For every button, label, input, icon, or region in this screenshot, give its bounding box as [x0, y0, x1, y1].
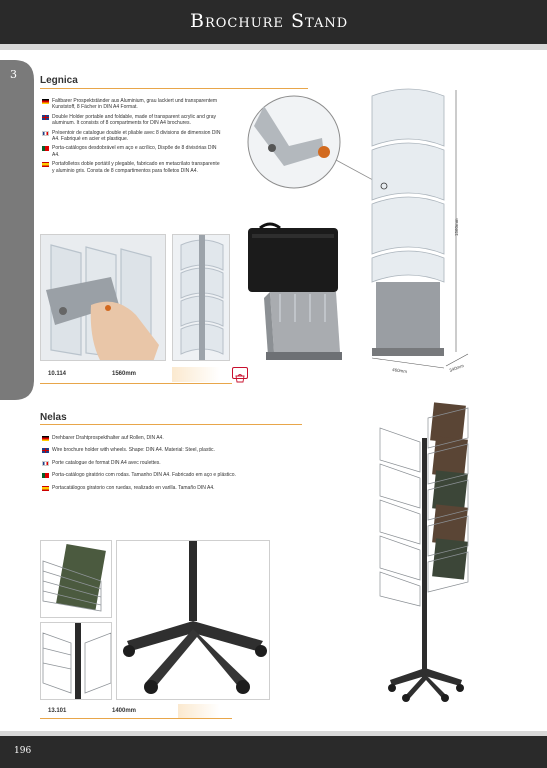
desc-item-es: Portafolletos doble portátil y plegable, fabricado en metacrilato transparente y aluminio gris. Consta de 8 compartimentos para folletos DIN A4.	[42, 161, 222, 174]
spain-flag-icon	[42, 486, 49, 491]
footer-bar	[0, 736, 547, 768]
legnica-height: 1560mm	[112, 371, 137, 377]
uk-flag-icon	[42, 448, 49, 453]
legnica-code: 10.114	[48, 371, 67, 377]
chapter-tab-curve	[0, 60, 36, 402]
nelas-detail-photo-wire	[40, 622, 112, 700]
legnica-main-photo	[244, 86, 484, 376]
nelas-code: 13.101	[48, 708, 67, 714]
desc-item-pt: Porta-catálogos desdobrável em aço e acrílico, Dispõe de 8 divisórias DIN A4.	[42, 145, 222, 158]
france-flag-icon	[42, 461, 49, 466]
header-bar	[0, 0, 547, 44]
desc-item-de: Drehbarer Drahtprospekthalter auf Rollen, DIN A4.	[42, 435, 292, 441]
page-number: 196	[14, 746, 32, 756]
shopping-bag-icon	[232, 367, 248, 379]
germany-flag-icon	[42, 99, 49, 104]
nelas-info-rule	[40, 718, 232, 719]
germany-flag-icon	[42, 436, 49, 441]
legnica-detail-photo-hand	[40, 234, 166, 361]
nelas-description	[42, 435, 292, 494]
desc-item-de: Faltbarer Prospektständer aus Aluminium, grau lackiert und transparentem Kunststoff, 8 Fächer in DIN A4 Format.	[42, 98, 222, 111]
legnica-title: Legnica	[40, 75, 78, 86]
nelas-title-rule	[40, 424, 302, 425]
header-strip	[0, 44, 547, 50]
legnica-info-highlight	[172, 367, 232, 382]
nelas-info-highlight	[178, 704, 230, 718]
france-flag-icon	[42, 131, 49, 136]
nelas-height: 1400mm	[112, 708, 137, 714]
nelas-title: Nelas	[40, 412, 67, 423]
legnica-detail-photo-pockets	[172, 234, 230, 361]
portugal-flag-icon	[42, 146, 49, 151]
dimension-depth-label: 340mm	[448, 363, 465, 373]
chapter-number: 3	[10, 68, 17, 81]
spain-flag-icon	[42, 162, 49, 167]
page-title: Brochure Stand	[190, 10, 349, 32]
desc-item-pt: Porta-catálogo giratório com rodas. Tamanho DIN A4. Fabricado em aço e plástico.	[42, 472, 292, 478]
desc-item-gb: Double Holder portable and foldable, made of transparent acrylic and gray aluminum. It consists of 8 compartments for DIN A4 brochures.	[42, 114, 222, 127]
nelas-detail-photo-base	[116, 540, 270, 700]
nelas-detail-photo-pocket	[40, 540, 112, 618]
desc-item-fr: Présentoir de catalogue double et pliable avec 8 divisions de dimension DIN A4. Fabriqué en acier et plastique.	[42, 130, 222, 143]
desc-item-gb: Wire brochure holder with wheels. Shape: DIN A4. Material: Steel, plastic.	[42, 447, 292, 453]
uk-flag-icon	[42, 115, 49, 120]
desc-item-fr: Porte catalogue de format DIN A4 avec roulettes.	[42, 460, 292, 466]
dimension-height-label: 1560mm	[454, 218, 459, 236]
dimension-width-label: 460mm	[391, 367, 408, 375]
legnica-description	[42, 98, 222, 177]
nelas-main-photo	[370, 398, 480, 704]
portugal-flag-icon	[42, 473, 49, 478]
legnica-info-rule	[40, 383, 232, 384]
desc-item-es: Portacatálogos giratorio con ruedas, realizado en varilla. Tamaño DIN A4.	[42, 485, 292, 491]
